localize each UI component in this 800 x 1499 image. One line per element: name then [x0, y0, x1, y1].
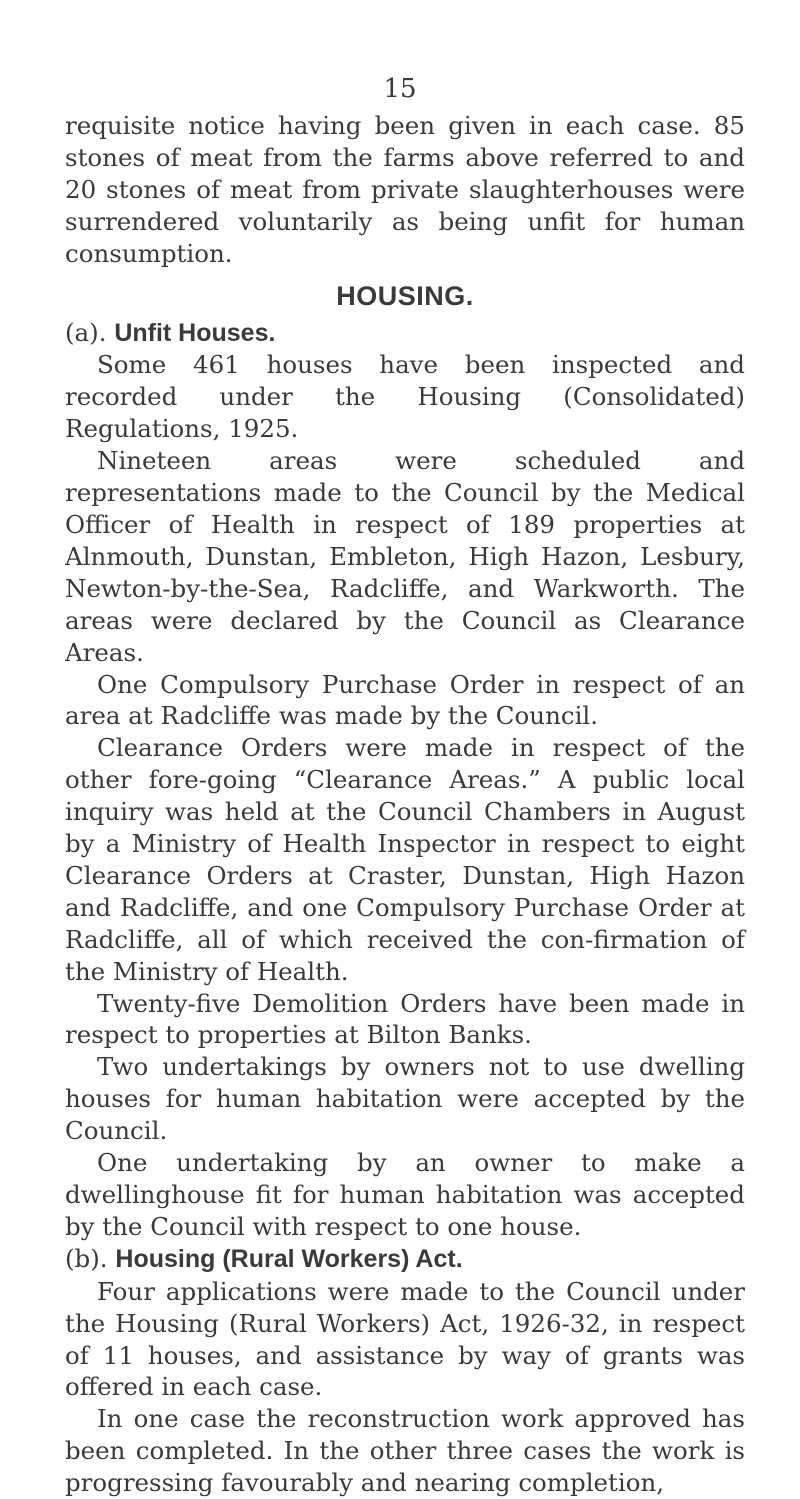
paragraph: One Compulsory Purchase Order in respect of an area at Radcliffe was made by the Council.: [65, 669, 745, 731]
paragraph: Some 461 houses have been inspected and recorded under the Housing (Consolidated) Regulations, 1925.: [65, 350, 745, 444]
paragraph: Four applications were made to the Council under the Housing (Rural Workers) Act, 1926-32, in respect of 11 houses, and assistance by way of grants was offered in each case.: [65, 1276, 745, 1402]
paragraph: Twenty-five Demolition Orders have been made in respect to properties at Bilton Banks.: [65, 988, 745, 1050]
opening-paragraph: requisite notice having been given in each case. 85 stones of meat from the farms above referred to and 20 stones of meat from private slaughterhouses were surrendered voluntarily as being unfit for human consumption.: [65, 111, 745, 268]
subsection-b-heading: [65, 1243, 745, 1276]
paragraph: Clearance Orders were made in respect of the other fore-going “Clearance Areas.” A public local inquiry was held at the Council Chambers in August by a Ministry of Health Inspector in respect to eight Clearance Orders at Craster, Dunstan, High Hazon and Radcliffe, and one Compulsory Purchase Order at Radcliffe, all of which received the con-firmation of the Ministry of Health.: [65, 733, 745, 986]
page-number: 15: [383, 74, 417, 104]
paragraph: Nineteen areas were scheduled and representations made to the Council by the Medical Officer of Health in respect of 189 properties at Alnmouth, Dunstan, Embleton, High Hazon, Lesbury, Newton-by-the-Sea, Radcliffe, and Warkworth. The areas were declared by the Council as Clearance Areas.: [65, 446, 745, 667]
paragraph: One undertaking by an owner to make a dwellinghouse fit for human habitation was accepted by the Council with respect to one house.: [65, 1148, 745, 1241]
paragraph: Two undertakings by owners not to use dwelling houses for human habitation were accepted by the Council.: [65, 1052, 745, 1146]
subsection-a-title: Unfit Houses.: [114, 318, 276, 347]
subsection-a-heading: [65, 317, 745, 350]
paragraph: In one case the reconstruction work approved has been completed. In the other three cases the work is progressing favourably and nearing completion,: [65, 1404, 745, 1498]
subsection-a-marker: (a).: [65, 317, 107, 347]
body-text: [65, 110, 745, 1499]
subsection-b-title: Housing (Rural Workers) Act.: [115, 1244, 463, 1273]
section-heading-housing: HOUSING.: [336, 280, 474, 311]
subsection-b-marker: (b).: [65, 1243, 108, 1273]
